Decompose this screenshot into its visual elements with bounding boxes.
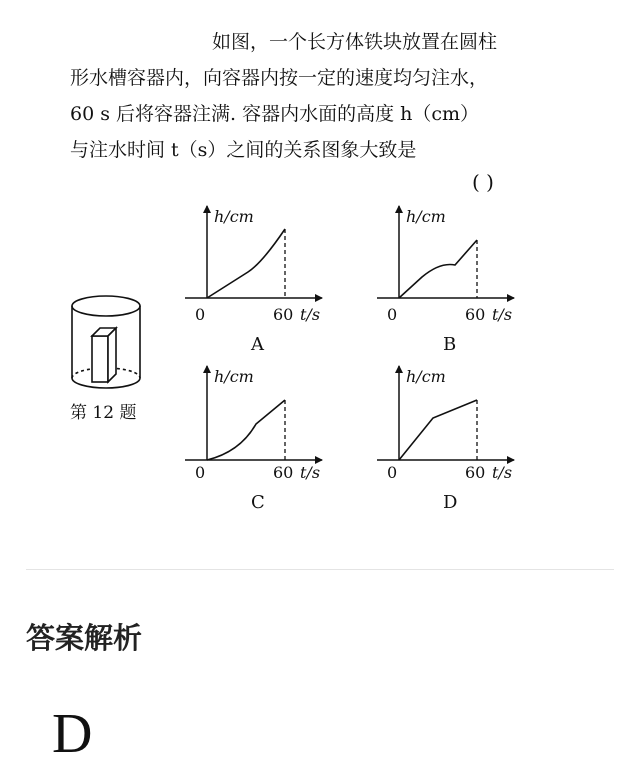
cylinder-diagram — [72, 296, 140, 388]
question-line-3: 60 s 后将容器注满. 容器内水面的高度 h（cm） — [70, 103, 480, 125]
option-label-b: B — [443, 334, 457, 355]
y-axis-label-c: h/cm — [214, 367, 254, 386]
option-label-a: A — [251, 334, 264, 355]
y-axis-label-a: h/cm — [214, 207, 254, 226]
figure-caption: 第 12 题 — [70, 403, 137, 423]
graph-a — [185, 206, 322, 355]
curve-c — [207, 400, 285, 460]
answer-heading: 答案解析 — [26, 621, 143, 655]
origin-label-a: 0 — [195, 305, 206, 324]
iron-block — [92, 328, 116, 382]
y-axis-label-d: h/cm — [406, 367, 446, 386]
problem-figure — [0, 195, 640, 525]
graph-c — [185, 366, 322, 513]
question-line-4: 与注水时间 t（s）之间的关系图象大致是 — [70, 139, 417, 161]
origin-label-d: 0 — [387, 463, 398, 482]
tick-60-a: 60 — [273, 305, 294, 324]
graph-b — [377, 206, 514, 355]
x-axis-label-c: t/s — [300, 463, 321, 482]
x-axis-label-d: t/s — [492, 463, 513, 482]
curve-b — [399, 240, 477, 298]
tick-60-c: 60 — [273, 463, 294, 482]
tick-60-d: 60 — [465, 463, 486, 482]
curve-d — [399, 400, 477, 460]
question-line-2: 形水槽容器内，向容器内按一定的速度均匀注水， — [70, 67, 489, 89]
curve-a — [207, 229, 285, 298]
option-label-d: D — [443, 492, 458, 513]
x-axis-label-a: t/s — [300, 305, 321, 324]
graph-d — [377, 366, 514, 513]
y-axis-label-b: h/cm — [406, 207, 446, 226]
origin-label-b: 0 — [387, 305, 398, 324]
answer-blank: ( ) — [472, 170, 494, 194]
answer-value: D — [52, 703, 93, 765]
section-divider — [26, 569, 614, 570]
option-label-c: C — [251, 492, 265, 513]
tick-60-b: 60 — [465, 305, 486, 324]
x-axis-label-b: t/s — [492, 305, 513, 324]
origin-label-c: 0 — [195, 463, 206, 482]
question-line-1: 如图，一个长方体铁块放置在圆柱 — [212, 31, 498, 53]
question-text — [70, 24, 560, 168]
